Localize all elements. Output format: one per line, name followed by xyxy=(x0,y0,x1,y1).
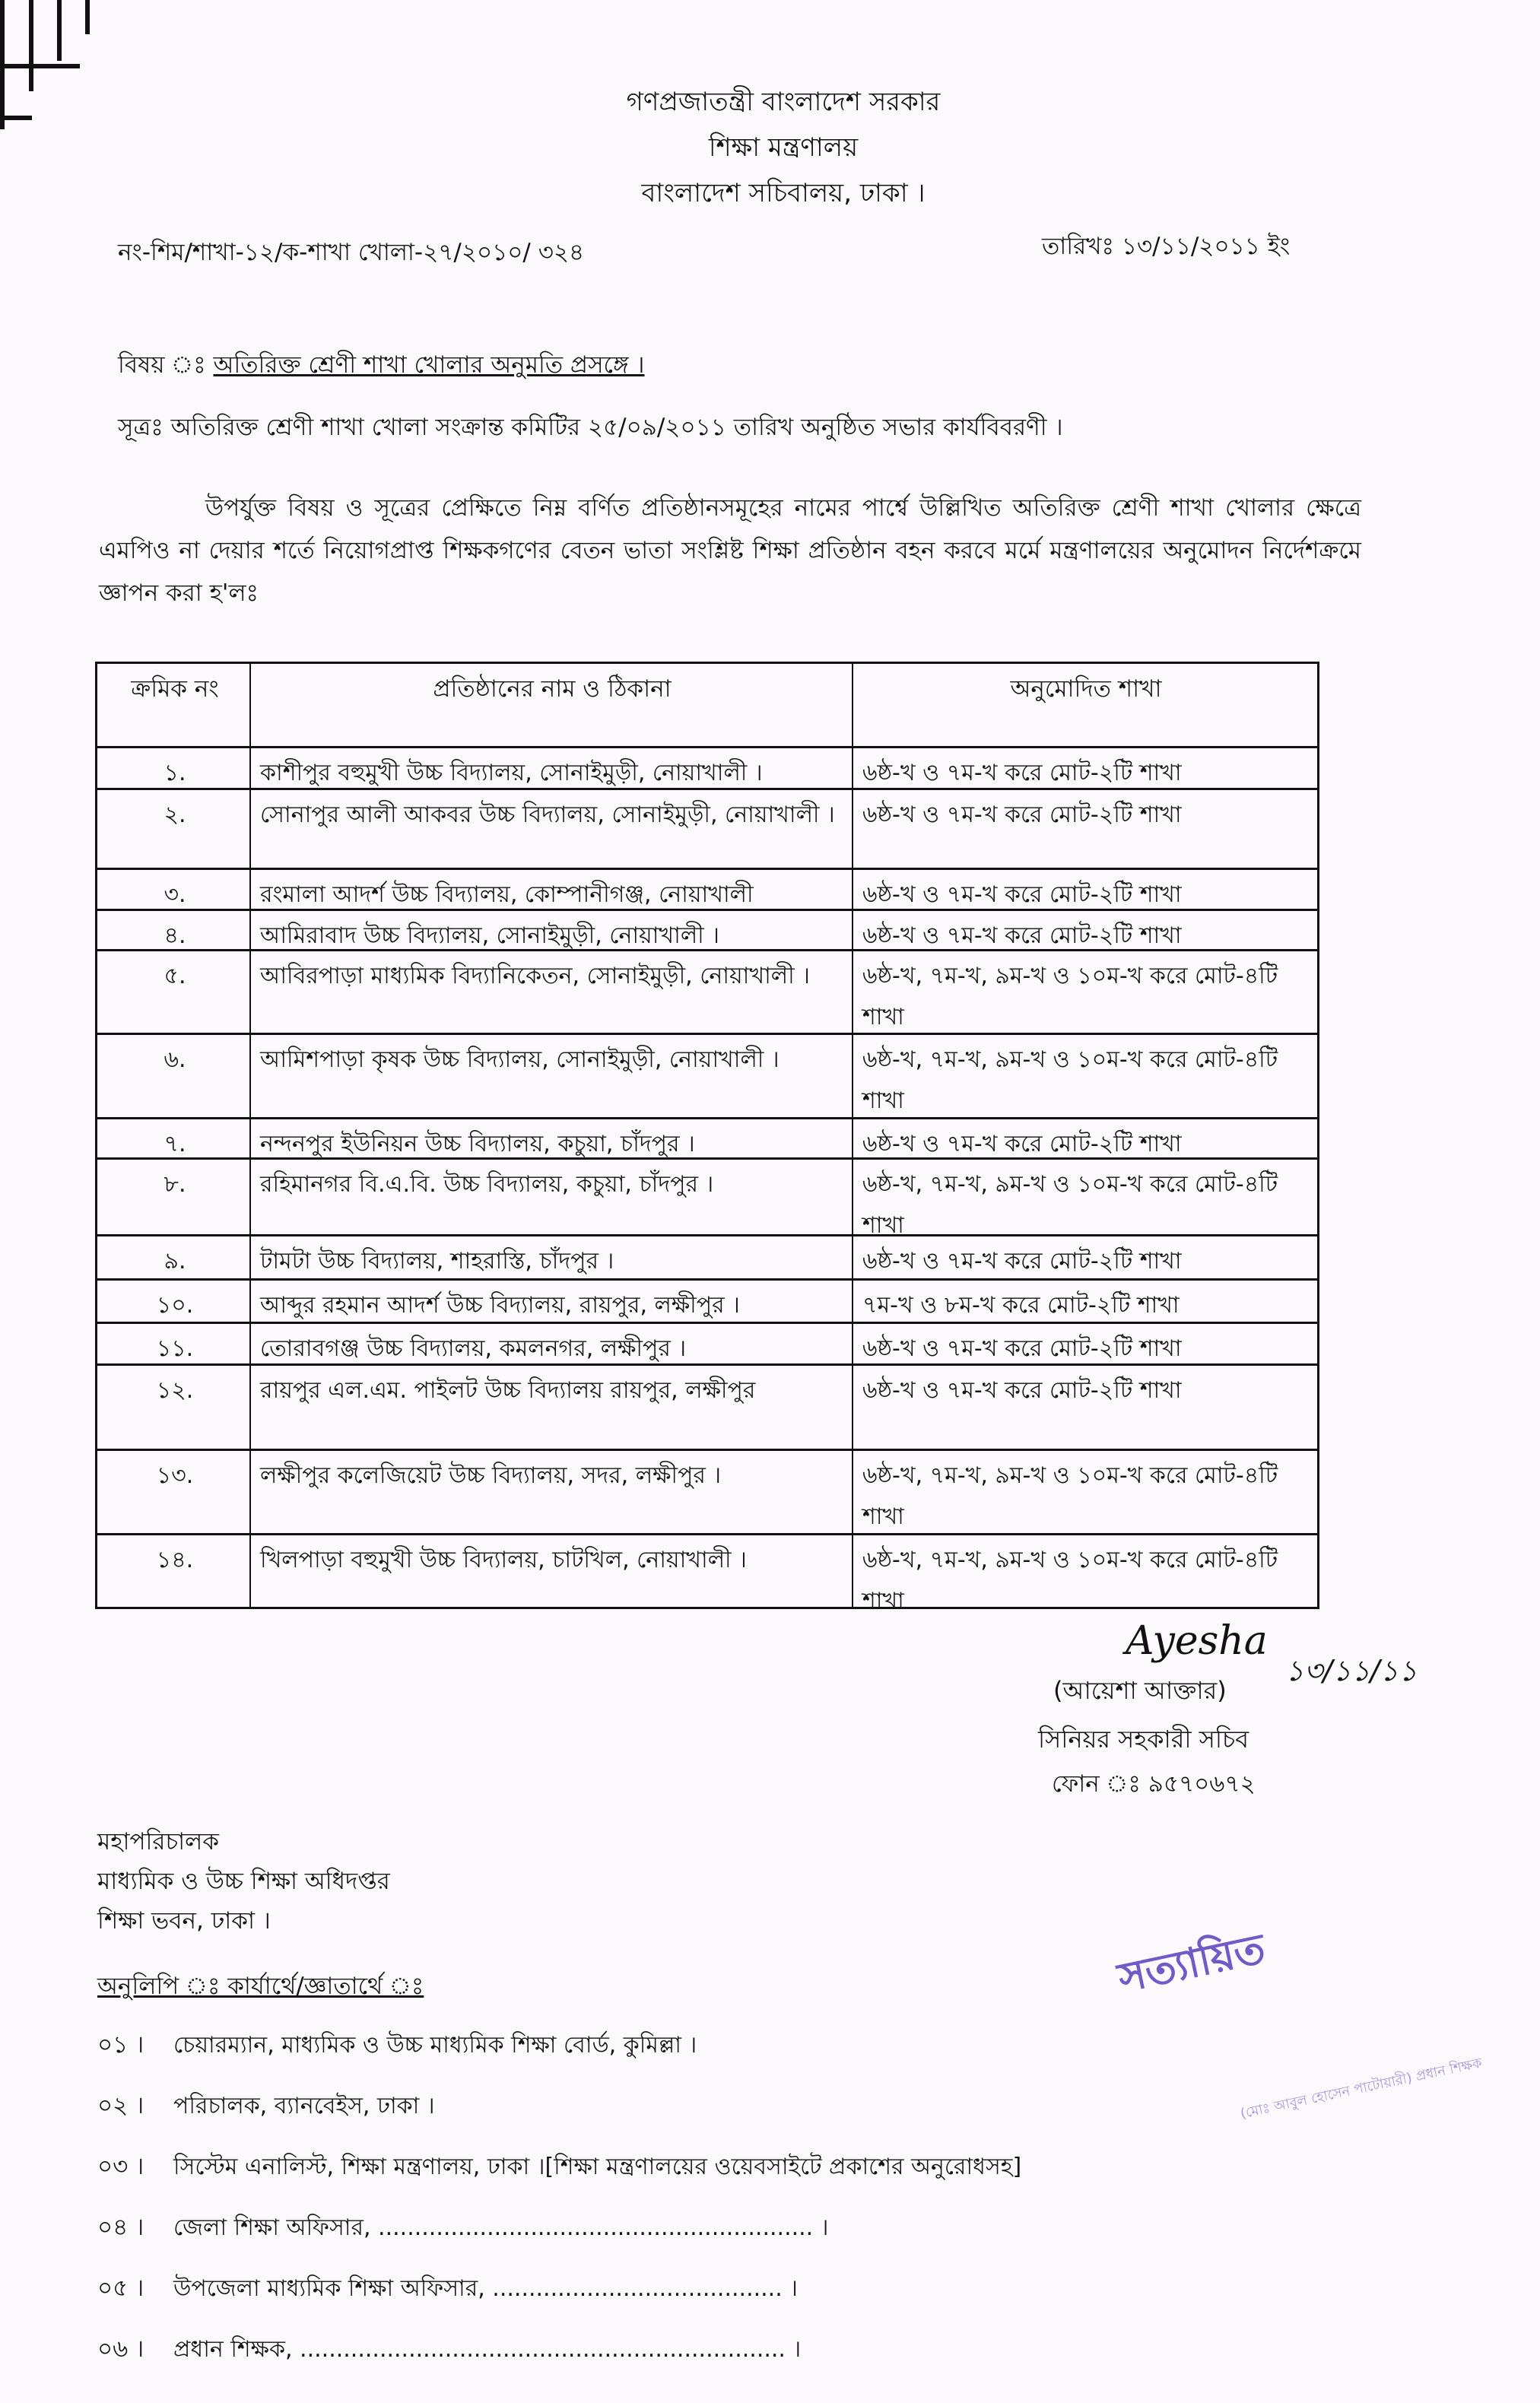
table-row xyxy=(97,788,1317,868)
branch-cell: ৬ষ্ঠ-খ ও ৭ম-খ করে মোট-২টি শাখা xyxy=(862,881,1182,908)
branch-cell: ৬ষ্ঠ-খ, ৭ম-খ, ৯ম-খ ও ১০ম-খ করে মোট-৪টি শাখা xyxy=(862,1046,1278,1114)
serial-cell: ৩. xyxy=(164,881,186,908)
institution-cell: তোরাবগঞ্জ উচ্চ বিদ্যালয়, কমলনগর, লক্ষীপুর । xyxy=(260,1335,687,1362)
institution-cell: সোনাপুর আলী আকবর উচ্চ বিদ্যালয়, সোনাইমুড়ী, নোয়াখালী । xyxy=(260,802,835,828)
serial-cell: ১০. xyxy=(156,1292,194,1319)
headmaster-seal: (মোঃ আবুল হোসেন পাটোয়ারী) প্রধান শিক্ষক xyxy=(1239,2055,1484,2122)
secretariat-address: বাংলাদেশ সচিবালয়, ঢাকা । xyxy=(641,178,926,208)
branch-cell: ৬ষ্ঠ-খ, ৭ম-খ, ৯ম-খ ও ১০ম-খ করে মোট-৪টি শাখা xyxy=(862,1171,1278,1239)
signatory-designation: সিনিয়র সহকারী সচিব xyxy=(1038,1725,1249,1754)
table-row xyxy=(97,1278,1317,1322)
serial-cell: ৯. xyxy=(164,1248,186,1275)
branch-cell: ৭ম-খ ও ৮ম-খ করে মোট-২টি শাখা xyxy=(862,1292,1180,1319)
branch-cell: ৬ষ্ঠ-খ ও ৭ম-খ করে মোট-২টি শাখা xyxy=(862,922,1182,949)
institution-cell: রংমালা আদর্শ উচ্চ বিদ্যালয়, কোম্পানীগঞ্জ, নোয়াখালী xyxy=(260,881,754,908)
branch-cell: ৬ষ্ঠ-খ, ৭ম-খ, ৯ম-খ ও ১০ম-খ করে মোট-৪টি শাখা xyxy=(862,1462,1278,1530)
reference-line: সূত্রঃ অতিরিক্ত শ্রেণী শাখা খোলা সংক্রান্ত কমিটির ২৫/০৯/২০১১ তারিখ অনুষ্ঠিত সভার কার্যবিবরণী । xyxy=(118,414,1063,441)
subject-label: বিষয় ঃ xyxy=(118,351,206,379)
table-row xyxy=(97,1363,1317,1449)
serial-cell: ৭. xyxy=(164,1131,186,1157)
serial-cell: ২. xyxy=(164,802,186,828)
table-header-cell: অনুমোদিত শাখা xyxy=(1010,675,1162,703)
branch-cell: ৬ষ্ঠ-খ, ৭ম-খ, ৯ম-খ ও ১০ম-খ করে মোট-৪টি শাখা xyxy=(862,1547,1278,1614)
branch-cell: ৬ষ্ঠ-খ ও ৭ম-খ করে মোট-২টি শাখা xyxy=(862,1248,1182,1275)
subject-text: অতিরিক্ত শ্রেণী শাখা খোলার অনুমতি প্রসঙ্গে । xyxy=(213,351,645,379)
institution-cell: টামটা উচ্চ বিদ্যালয়, শাহরাস্তি, চাঁদপুর । xyxy=(260,1248,614,1275)
signatory-phone: ফোন ঃ ৯৫৭০৬৭২ xyxy=(1052,1770,1256,1798)
copy-to-number: ০৩ । xyxy=(97,2153,144,2180)
recipient-title: মহাপরিচালক xyxy=(97,1828,219,1855)
table-row xyxy=(97,746,1317,788)
copy-to-number: ০৬ । xyxy=(97,2335,144,2363)
copy-to-number: ০৫ । xyxy=(97,2274,144,2302)
serial-cell: ১৪. xyxy=(156,1547,194,1573)
copy-to-item: সিস্টেম এনালিস্ট, শিক্ষা মন্ত্রণালয়, ঢাকা ।[শিক্ষা মন্ত্রণালয়ের ওয়েবসাইটে প্রকাশের অনুরোধসহ] xyxy=(173,2154,1022,2180)
table-header-row xyxy=(97,664,1317,746)
serial-cell: ১১. xyxy=(156,1335,194,1362)
table-row xyxy=(97,1117,1317,1157)
govt-title: গণপ্রজাতন্ত্রী বাংলাদেশ সরকার xyxy=(626,87,941,117)
institution-cell: লক্ষীপুর কলেজিয়েট উচ্চ বিদ্যালয়, সদর, লক্ষীপুর । xyxy=(260,1462,722,1489)
institution-cell: কাশীপুর বহুমুখী উচ্চ বিদ্যালয়, সোনাইমুড়ী, নোয়াখালী । xyxy=(260,760,763,786)
copy-to-number: ০২ । xyxy=(97,2092,144,2119)
table-row xyxy=(97,909,1317,949)
serial-cell: ৪. xyxy=(164,922,186,949)
table-row xyxy=(97,1449,1317,1533)
table-row xyxy=(97,868,1317,909)
table-header-cell: প্রতিষ্ঠানের নাম ও ঠিকানা xyxy=(433,675,672,703)
institution-cell: আব্দুর রহমান আদর্শ উচ্চ বিদ্যালয়, রায়পুর, লক্ষীপুর । xyxy=(260,1292,740,1319)
institution-cell: রায়পুর এল.এম. পাইলট উচ্চ বিদ্যালয় রায়পুর, লক্ষীপুর xyxy=(260,1377,756,1404)
serial-cell: ১২. xyxy=(156,1377,194,1404)
serial-cell: ৫. xyxy=(164,963,186,989)
memo-number: নং-শিম/শাখা-১২/ক-শাখা খোলা-২৭/২০১০/ ৩২৪ xyxy=(118,239,585,266)
signature-scribble: Ayesha xyxy=(1126,1618,1268,1664)
institution-cell: নন্দনপুর ইউনিয়ন উচ্চ বিদ্যালয়, কচুয়া, চাঁদপুর । xyxy=(260,1131,695,1157)
table-row xyxy=(97,1157,1317,1239)
ministry-name: শিক্ষা মন্ত্রণালয় xyxy=(708,132,859,163)
copy-to-item: পরিচালক, ব্যানবেইস, ঢাকা । xyxy=(173,2093,435,2119)
copy-to-item: প্রধান শিক্ষক, ................................................................... । xyxy=(173,2336,802,2363)
signatory-name: (আয়েশা আক্তার) xyxy=(1053,1676,1227,1705)
institution-cell: আমিশপাড়া কৃষক উচ্চ বিদ্যালয়, সোনাইমুড়ী, নোয়াখালী । xyxy=(260,1046,780,1073)
graph-paper-corner xyxy=(0,0,99,137)
serial-cell: ১. xyxy=(164,760,186,786)
institution-cell: আমিরাবাদ উচ্চ বিদ্যালয়, সোনাইমুড়ী, নোয়াখালী । xyxy=(260,922,720,949)
institution-cell: খিলপাড়া বহুমুখী উচ্চ বিদ্যালয়, চাটখিল, নোয়াখালী । xyxy=(260,1547,747,1573)
table-row xyxy=(97,1533,1317,1614)
memo-date: তারিখঃ ১৩/১১/২০১১ ইং xyxy=(1042,233,1291,260)
serial-cell: ১৩. xyxy=(156,1462,194,1489)
serial-cell: ৬. xyxy=(164,1046,186,1073)
signature-date: ১৩/১১/১১ xyxy=(1285,1654,1418,1687)
institution-cell: রহিমানগর বি.এ.বি. উচ্চ বিদ্যালয়, কচুয়া, চাঁদপুর । xyxy=(260,1171,714,1198)
body-paragraph: উপর্যুক্ত বিষয় ও সূত্রের প্রেক্ষিতে নিম্ন বর্ণিত প্রতিষ্ঠানসমূহের নামের পার্শ্বে উল্লিখিত অতিরিক্ত শ্রেণী শাখা খোলার ক্ষেত্রে এমপিও না দেয়ার শর্তে নিয়োগপ্রাপ্ত শিক্ষকগণের বেতন ভাতা সংশ্লিষ্ট শিক্ষা প্রতিষ্ঠান বহন করবে মর্মে মন্ত্রণালয়ের অনুমোদন নির্দেশক্রমে জ্ঞাপন করা হ'লঃ xyxy=(99,494,1361,607)
branch-cell: ৬ষ্ঠ-খ ও ৭ম-খ করে মোট-২টি শাখা xyxy=(862,1335,1182,1362)
table-row xyxy=(97,1033,1317,1117)
recipient-office: মাধ্যমিক ও উচ্চ শিক্ষা অধিদপ্তর xyxy=(97,1868,390,1895)
institution-cell: আবিরপাড়া মাধ্যমিক বিদ্যানিকেতন, সোনাইমুড়ী, নোয়াখালী । xyxy=(260,963,810,989)
branch-cell: ৬ষ্ঠ-খ ও ৭ম-খ করে মোট-২টি শাখা xyxy=(862,760,1182,786)
subject-line xyxy=(118,347,645,386)
approval-table xyxy=(95,662,1319,1614)
copy-to-item: উপজেলা মাধ্যমিক শিক্ষা অফিসার, ........................................ । xyxy=(173,2275,799,2302)
table-row xyxy=(97,1322,1317,1363)
serial-cell: ৮. xyxy=(164,1171,186,1198)
table-header-cell: ক্রমিক নং xyxy=(131,675,219,703)
copy-to-item: চেয়ারম্যান, মাধ্যমিক ও উচ্চ মাধ্যমিক শিক্ষা বোর্ড, কুমিল্লা । xyxy=(173,2032,697,2059)
table-row xyxy=(97,1234,1317,1278)
attested-stamp: সত্যায়িত xyxy=(1113,1924,1269,2002)
branch-cell: ৬ষ্ঠ-খ ও ৭ম-খ করে মোট-২টি শাখা xyxy=(862,1131,1182,1157)
copy-to-number: ০৪ । xyxy=(97,2214,144,2241)
copy-to-heading: অনুলিপি ঃ কার্যার্থে/জ্ঞাতার্থে ঃ xyxy=(97,1973,424,2000)
copy-to-item: জেলা শিক্ষা অফিসার, ............................................................ । xyxy=(173,2214,829,2241)
branch-cell: ৬ষ্ঠ-খ ও ৭ম-খ করে মোট-২টি শাখা xyxy=(862,1377,1182,1404)
branch-cell: ৬ষ্ঠ-খ ও ৭ম-খ করে মোট-২টি শাখা xyxy=(862,802,1182,828)
branch-cell: ৬ষ্ঠ-খ, ৭ম-খ, ৯ম-খ ও ১০ম-খ করে মোট-৪টি শাখা xyxy=(862,963,1278,1030)
recipient-address: শিক্ষা ভবন, ঢাকা । xyxy=(97,1907,271,1935)
table-row xyxy=(97,949,1317,1033)
copy-to-number: ০১ । xyxy=(97,2031,144,2059)
